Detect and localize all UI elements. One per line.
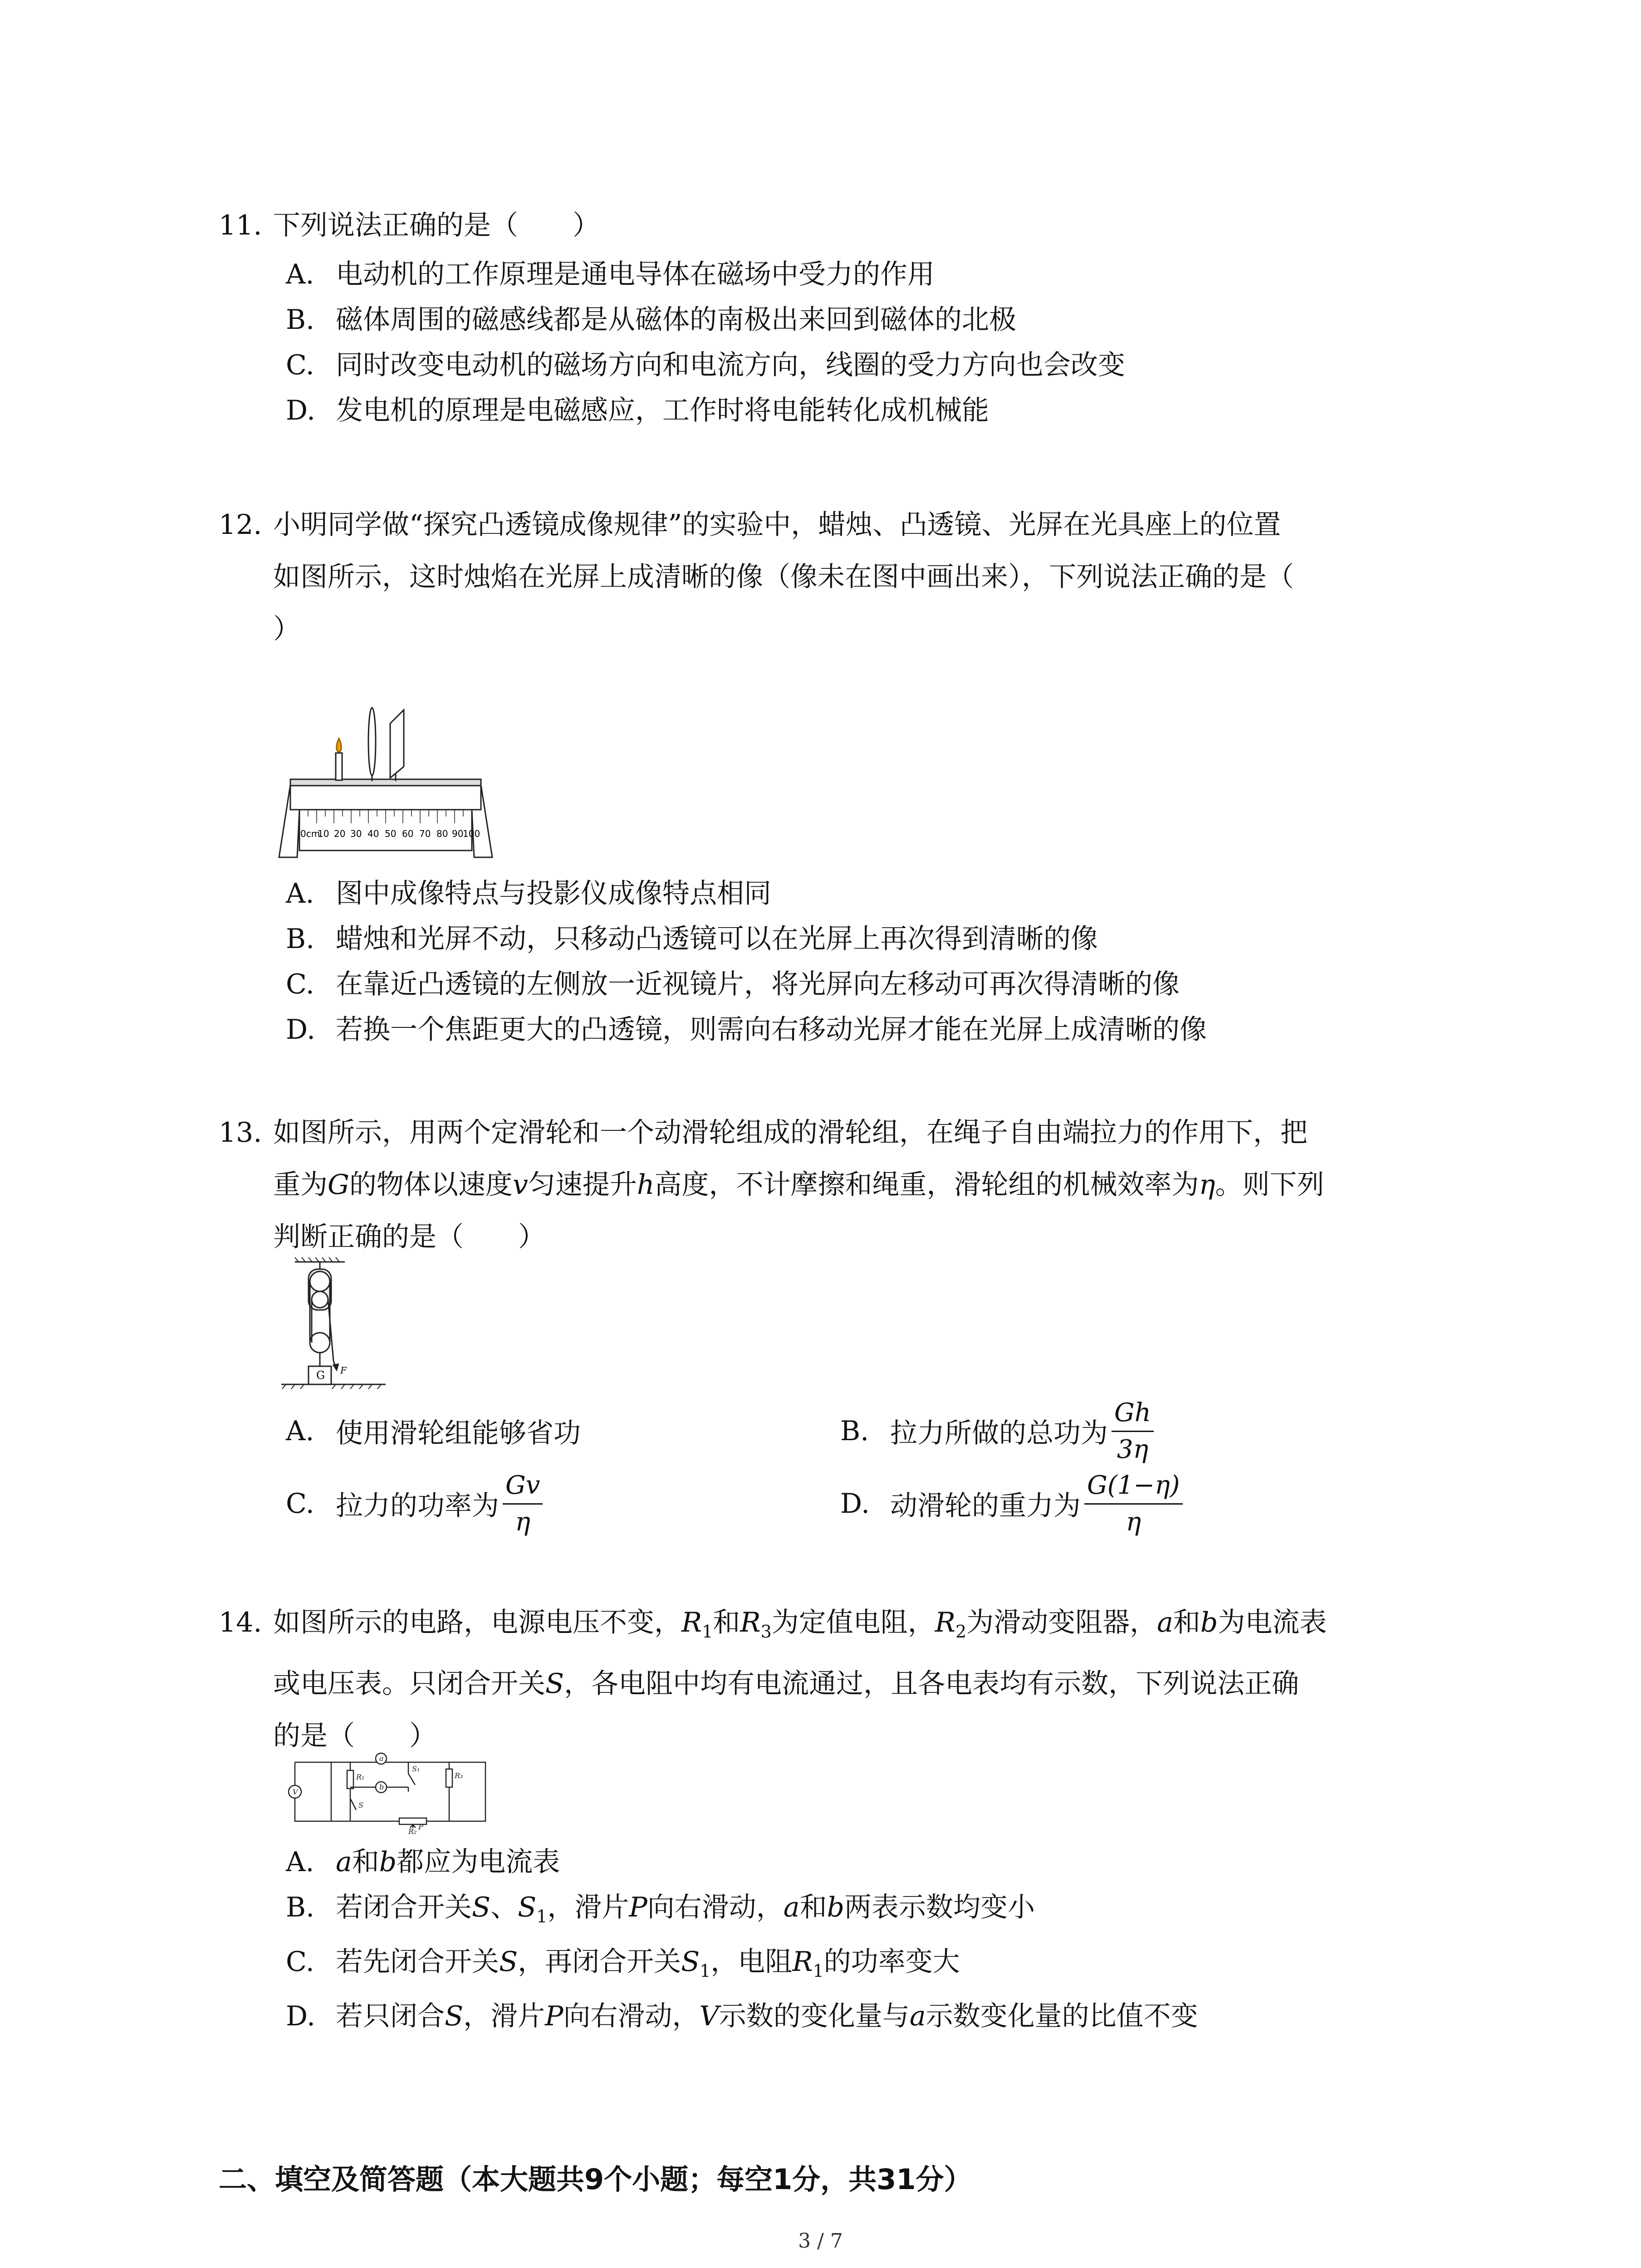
stem-text: 如图所示的电路，电源电压不变， [273, 1607, 681, 1638]
option-row [219, 1397, 1444, 1465]
option-a [219, 252, 1444, 297]
var-s: S [518, 1892, 537, 1923]
load-label: G [316, 1369, 325, 1382]
meter-b-label: b [379, 1783, 384, 1791]
numerator: Gv [503, 1470, 543, 1505]
option-text: 发电机的原理是电磁感应，工作时将电能转化成机械能 [336, 395, 989, 426]
var-eta: η [1199, 1169, 1215, 1201]
question-12 [219, 499, 1444, 655]
option-a [219, 1839, 1444, 1885]
ruler-label: 30 [350, 828, 362, 839]
option-a [286, 1397, 581, 1465]
subscript: 1 [536, 1906, 548, 1926]
option-d [219, 1007, 1444, 1052]
option-letter: B. [286, 923, 315, 955]
option-letter: A. [286, 878, 314, 909]
text: 两表示数均变小 [844, 1892, 1035, 1923]
option-letter: B. [286, 304, 315, 336]
option-c [286, 1465, 543, 1542]
r3-label: R₃ [455, 1771, 463, 1780]
stem-line: ） [273, 613, 300, 645]
text: ，再闭合开关 [518, 1946, 681, 1978]
var-r: R [935, 1607, 955, 1638]
stem-text: 高度，不计摩擦和绳重，滑轮组的机械效率为 [654, 1169, 1199, 1201]
text: 若闭合开关 [336, 1892, 472, 1923]
stem-text: 为电流表 [1218, 1607, 1327, 1638]
option-letter: C. [286, 1946, 314, 1978]
option-row [219, 1465, 1444, 1542]
option-letter: A. [286, 1846, 314, 1878]
option-text: 若换一个焦距更大的凸透镜，则需向右移动光屏才能在光屏上成清晰的像 [336, 1014, 1207, 1046]
var-r: R [681, 1607, 702, 1638]
option-text: 同时改变电动机的磁场方向和电流方向，线圈的受力方向也会改变 [336, 349, 1125, 381]
option-letter: D. [286, 1014, 316, 1046]
stem-text: 匀速提升 [528, 1169, 637, 1201]
stem-text: 如图所示，用两个定滑轮和一个动滑轮组成的滑轮组，在绳子自由端拉力的作用下，把 [273, 1117, 1308, 1149]
fraction [1084, 1470, 1183, 1538]
var-b: b [1200, 1607, 1218, 1638]
option-text: 使用滑轮组能够省功 [336, 1418, 581, 1449]
option-text [336, 1839, 560, 1885]
option-text: 在靠近凸透镜的左侧放一近视镜片，将光屏向左移动可再次得清晰的像 [336, 968, 1180, 1000]
ruler-label: 10 [318, 828, 329, 839]
option-letter: A. [286, 259, 314, 290]
numerator: G(1−η) [1084, 1470, 1183, 1505]
text: 和 [799, 1892, 827, 1923]
stem-line: 小明同学做“探究凸透镜成像规律”的实验中，蜡烛、凸透镜、光屏在光具座上的位置 [273, 509, 1281, 541]
stem-text: 判断正确的是（ ） [273, 1221, 545, 1253]
var-a: a [1157, 1607, 1173, 1638]
option-letter: B. [840, 1415, 869, 1447]
stem-line [273, 1159, 1444, 1211]
var-s: S [681, 1946, 700, 1978]
text: 的功率变大 [823, 1946, 960, 1978]
var-s: S [499, 1946, 518, 1978]
stem-text: 的物体以速度 [349, 1169, 513, 1201]
s1-label: S₁ [412, 1765, 420, 1773]
subscript: 3 [760, 1622, 772, 1642]
option-text: 电动机的工作原理是通电导体在磁场中受力的作用 [336, 259, 935, 290]
question-number: 13. [219, 1117, 262, 1149]
text: 示数变化量的比值不变 [926, 2000, 1198, 2032]
fraction [503, 1470, 543, 1538]
option-letter: C. [286, 968, 314, 1000]
var-g: G [328, 1169, 349, 1201]
text: 若先闭合开关 [336, 1946, 499, 1978]
question-number: 14. [219, 1607, 262, 1638]
var-a: a [336, 1846, 352, 1878]
text: ，电阻 [710, 1946, 793, 1978]
option-text: 拉力的功率为 [336, 1490, 499, 1522]
ruler-label: 20 [334, 828, 346, 839]
stem-text: 为滑动变阻器， [966, 1607, 1157, 1638]
question-number: 11. [219, 210, 262, 241]
text: 向右滑动， [647, 1892, 784, 1923]
page-number: 3 / 7 [798, 2229, 843, 2253]
r2-label: R₂ [408, 1827, 417, 1835]
option-letter: D. [286, 395, 316, 426]
option-b [219, 1885, 1444, 1939]
r1-label: R₁ [356, 1773, 365, 1781]
question-stem [219, 499, 1444, 655]
option-letter: B. [286, 1892, 315, 1923]
stem-line: 如图所示，这时烛焰在光屏上成清晰的像（像未在图中画出来），下列说法正确的是（ [273, 561, 1294, 593]
var-p: P [629, 1892, 647, 1923]
stem-text: 。则下列 [1215, 1169, 1324, 1201]
optical-bench-figure [272, 680, 499, 871]
question-number: 12. [219, 509, 262, 541]
option-text [336, 1994, 1198, 2039]
fraction [1112, 1397, 1154, 1466]
question-12-options [219, 871, 1444, 1052]
ruler-label: 100 [463, 828, 480, 839]
var-v: V [699, 2000, 719, 2032]
question-14-options [219, 1839, 1444, 2039]
option-letter: D. [286, 2000, 316, 2032]
option-letter: C. [286, 1488, 314, 1520]
ruler-label: 0cm [300, 828, 320, 839]
var-s: S [472, 1892, 491, 1923]
option-b [219, 297, 1444, 342]
stem-text: 和 [713, 1607, 740, 1638]
s-label: S [358, 1801, 363, 1809]
stem-line [273, 1658, 1444, 1710]
subscript: 1 [702, 1622, 713, 1642]
ruler-label: 40 [367, 828, 379, 839]
slider-p-label: P [418, 1823, 423, 1831]
force-label: F [340, 1365, 347, 1376]
text: 、 [490, 1892, 518, 1923]
option-text: 磁体周围的磁感线都是从磁体的南极出来回到磁体的北极 [336, 304, 1016, 336]
numerator: Gh [1112, 1397, 1154, 1432]
option-c [219, 342, 1444, 388]
meter-a-label: a [379, 1754, 384, 1763]
question-stem [219, 200, 1444, 252]
var-a: a [909, 2000, 926, 2032]
question-14 [219, 1597, 1444, 1762]
denominator: 3η [1117, 1434, 1148, 1464]
stem-text: 重为 [273, 1169, 328, 1201]
question-stem [219, 1107, 1444, 1263]
stem-text: 为定值电阻， [771, 1607, 935, 1638]
option-a [219, 871, 1444, 916]
text: 都应为电流表 [397, 1846, 560, 1878]
option-text [336, 1885, 1035, 1939]
subscript: 2 [955, 1622, 967, 1642]
var-v: v [512, 1169, 528, 1201]
var-r: R [792, 1946, 813, 1978]
option-text: 蜡烛和光屏不动，只移动凸透镜可以在光屏上再次得到清晰的像 [336, 923, 1098, 955]
var-s: S [545, 1668, 564, 1700]
stem-text: 下列说法正确的是（ ） [273, 210, 600, 241]
option-text: 拉力所做的总功为 [890, 1418, 1108, 1449]
stem-line: 的是（ ） [273, 1720, 436, 1752]
text: 向右滑动， [563, 2000, 700, 2032]
text: 若只闭合 [336, 2000, 445, 2032]
option-b [840, 1397, 1154, 1465]
var-s: S [445, 2000, 464, 2032]
pulley-figure [277, 1256, 395, 1402]
option-letter: C. [286, 349, 314, 381]
denominator: η [1126, 1507, 1141, 1537]
circuit-figure [277, 1749, 531, 1835]
question-11 [219, 200, 1444, 433]
option-d [219, 1994, 1444, 2039]
stem-line [273, 1597, 1444, 1658]
question-13-options [219, 1397, 1444, 1542]
text: 示数的变化量与 [719, 2000, 910, 2032]
option-letter: D. [840, 1488, 870, 1520]
option-c [219, 1939, 1444, 1994]
ruler-label: 60 [402, 828, 414, 839]
option-d [840, 1465, 1183, 1542]
question-13 [219, 1107, 1444, 1263]
stem-text: 或电压表。只闭合开关 [273, 1668, 545, 1700]
var-b: b [827, 1892, 844, 1923]
ruler-label: 80 [436, 828, 448, 839]
option-letter: A. [286, 1415, 314, 1447]
question-stem [219, 1597, 1444, 1762]
stem-line [273, 1107, 1444, 1159]
stem-line [273, 1211, 1444, 1263]
ruler-label: 70 [419, 828, 431, 839]
var-a: a [783, 1892, 800, 1923]
var-r: R [740, 1607, 761, 1638]
option-c [219, 962, 1444, 1007]
subscript: 1 [700, 1961, 711, 1981]
stem-text: ，各电阻中均有电流通过，且各电表均有示数，下列说法正确 [564, 1668, 1299, 1700]
var-b: b [379, 1846, 397, 1878]
ruler-label: 50 [385, 828, 397, 839]
denominator: η [515, 1507, 530, 1537]
stem-text: 和 [1173, 1607, 1200, 1638]
var-p: P [545, 2000, 563, 2032]
text: ，滑片 [547, 1892, 629, 1923]
option-b [219, 916, 1444, 962]
meter-v-label: V [293, 1788, 298, 1796]
option-text [336, 1939, 960, 1994]
var-h: h [637, 1169, 655, 1201]
ruler-label: 90 [452, 828, 464, 839]
text: ，滑片 [463, 2000, 545, 2032]
text: 和 [352, 1846, 379, 1878]
option-text: 动滑轮的重力为 [890, 1490, 1081, 1522]
option-text: 图中成像特点与投影仪成像特点相同 [336, 878, 771, 909]
subscript: 1 [813, 1961, 824, 1981]
option-d [219, 388, 1444, 433]
section-title: 二、填空及简答题（本大题共9个小题；每空1分，共31分） [219, 2163, 972, 2196]
